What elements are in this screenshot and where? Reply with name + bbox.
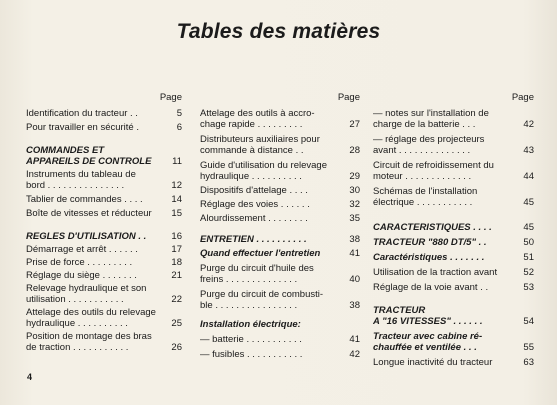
toc-entry-text: électrique . . . . . . . . . . .	[373, 197, 473, 208]
toc-entry-page: 40	[349, 274, 360, 285]
toc-entry	[373, 357, 534, 368]
toc-entry	[200, 334, 360, 345]
toc-entry-text: charge de la batterie . . .	[373, 119, 476, 130]
toc-entry-page: 54	[523, 316, 534, 327]
toc-entry-page: 14	[171, 194, 182, 205]
toc-entry-page: 16	[171, 231, 182, 242]
toc-entry-page: 12	[171, 180, 182, 191]
toc-entry-text: Tablier de commandes . . . .	[26, 194, 143, 205]
toc-entry-text: — réglage des projecteurs	[373, 134, 485, 145]
toc-entry-text: Guide d'utilisation du relevage	[200, 160, 327, 171]
toc-entry-page: 25	[171, 318, 182, 329]
toc-entry-page: 30	[349, 185, 360, 196]
toc-entry-text: Purge du circuit de combusti-	[200, 289, 324, 300]
toc-entry	[26, 244, 182, 255]
toc-entry	[26, 331, 182, 342]
toc-entry-page: 53	[523, 282, 534, 293]
toc-entry-page: 43	[523, 145, 534, 156]
toc-entry	[26, 257, 182, 268]
toc-entry-page: 27	[349, 119, 360, 130]
toc-column-2	[200, 92, 360, 360]
toc-entry-text: chauffée et ventilée . . .	[373, 342, 477, 353]
toc-entry-text: Réglage des voies . . . . . .	[200, 199, 310, 210]
toc-entry-text: Utilisation de la traction avant	[373, 267, 498, 278]
toc-entry-page: 26	[171, 342, 182, 353]
toc-entry-text: — batterie . . . . . . . . . . .	[200, 334, 302, 345]
toc-entry	[373, 119, 534, 130]
toc-entry-text: Quand effectuer l'entretien	[200, 248, 321, 259]
toc-entry-page: 29	[349, 171, 360, 182]
toc-entry-text: Réglage de la voie avant . .	[373, 282, 489, 293]
toc-entry	[200, 108, 360, 119]
toc-entry-text: A "16 VITESSES" . . . . . .	[373, 316, 483, 327]
toc-entry-text: TRACTEUR	[373, 305, 426, 316]
toc-entry-page: 45	[523, 222, 534, 233]
toc-entry-page: 17	[171, 244, 182, 255]
toc-entry-text: Démarrage et arrêt . . . . . .	[26, 244, 138, 255]
toc-entry	[373, 108, 534, 119]
toc-entry-text: — notes sur l'installation de	[373, 108, 489, 119]
toc-entry-text: de traction . . . . . . . . . . .	[26, 342, 129, 353]
toc-entry-page: 63	[523, 357, 534, 368]
toc-entry-text: Caractéristiques . . . . . . .	[373, 252, 485, 263]
toc-entry	[26, 108, 182, 119]
toc-entry-text: Pour travailler en sécurité .	[26, 122, 139, 133]
toc-entry-page: 44	[523, 171, 534, 182]
toc-entry-page: 45	[523, 197, 534, 208]
toc-entry	[200, 171, 360, 182]
toc-entry	[373, 160, 534, 171]
toc-entry-text: Prise de force . . . . . . . . .	[26, 257, 133, 268]
toc-entry	[26, 307, 182, 318]
toc-entry-text: avant . . . . . . . . . . . . . .	[373, 145, 471, 156]
toc-entry-page: 11	[172, 156, 182, 167]
toc-entry-text: utilisation . . . . . . . . . . .	[26, 294, 124, 305]
toc-entry	[373, 282, 534, 293]
toc-entry	[200, 119, 360, 130]
toc-entry-text: Identification du tracteur . .	[26, 108, 138, 119]
page-column-label: Page	[159, 92, 182, 103]
toc-entry	[26, 231, 182, 242]
toc-entry-page: 42	[523, 119, 534, 130]
toc-column-1	[26, 92, 182, 353]
toc-entry-text: Position de montage des bras	[26, 331, 152, 342]
toc-entry	[200, 145, 360, 156]
toc-entry-text: COMMANDES ET	[26, 145, 105, 156]
toc-entry	[200, 289, 360, 300]
toc-entry	[200, 319, 360, 330]
toc-entry-page: 35	[349, 213, 360, 224]
toc-entry-text: Distributeurs auxiliaires pour	[200, 134, 320, 145]
toc-entry-page: 21	[171, 270, 182, 281]
toc-entry	[200, 160, 360, 171]
toc-entry	[373, 222, 534, 233]
toc-entry-text: Circuit de refroidissement du	[373, 160, 494, 171]
toc-entry-text: APPAREILS DE CONTROLE	[26, 156, 152, 167]
toc-entry-text: Installation électrique:	[200, 319, 301, 330]
toc-entry	[373, 197, 534, 208]
toc-entry	[373, 331, 534, 342]
toc-entry-page: 22	[171, 294, 182, 305]
toc-entry-text: hydraulique . . . . . . . . . .	[200, 171, 302, 182]
toc-entry-page: 41	[349, 334, 360, 345]
page-column-label: Page	[511, 92, 534, 103]
toc-entry-text: commande à distance . .	[200, 145, 304, 156]
toc-entry	[200, 274, 360, 285]
toc-entry-page: 55	[523, 342, 534, 353]
toc-entry-text: CARACTERISTIQUES . . . .	[373, 222, 492, 233]
toc-entry-text: Purge du circuit d'huile des	[200, 263, 314, 274]
toc-entry	[373, 316, 534, 327]
toc-entry	[373, 186, 534, 197]
toc-entry-page: 28	[349, 145, 360, 156]
toc-entry-page: 42	[349, 349, 360, 360]
toc-entry-page: 52	[523, 267, 534, 278]
toc-entry-text: TRACTEUR "880 DT/5" . .	[373, 237, 487, 248]
toc-entry	[200, 349, 360, 360]
toc-entry-text: freins . . . . . . . . . . . . . .	[200, 274, 298, 285]
toc-entry-text: REGLES D'UTILISATION . .	[26, 231, 147, 242]
toc-entry	[373, 171, 534, 182]
toc-entry	[26, 169, 182, 180]
toc-entry	[373, 305, 534, 316]
toc-entry	[26, 342, 182, 353]
toc-entry-page: 51	[523, 252, 534, 263]
toc-entry	[200, 263, 360, 274]
toc-entry-text: Boîte de vitesses et réducteur	[26, 208, 152, 219]
toc-entry-page: 6	[176, 122, 182, 133]
toc-entry	[26, 145, 182, 156]
toc-entry-text: ENTRETIEN . . . . . . . . . .	[200, 234, 307, 245]
toc-entry	[200, 248, 360, 259]
toc-entry-page: 41	[349, 248, 360, 259]
toc-entry	[26, 318, 182, 329]
toc-entry	[26, 283, 182, 294]
toc-entry	[200, 300, 360, 311]
toc-entry-text: ble . . . . . . . . . . . . . . . .	[200, 300, 298, 311]
toc-entry	[373, 237, 534, 248]
toc-entry	[200, 234, 360, 245]
page-column-label: Page	[337, 92, 360, 103]
toc-entry-page: 38	[349, 234, 360, 245]
toc-entry-text: hydraulique . . . . . . . . . .	[26, 318, 128, 329]
toc-entry-text: chage rapide . . . . . . . . .	[200, 119, 303, 130]
toc-entry-text: Alourdissement . . . . . . . .	[200, 213, 308, 224]
toc-entry	[26, 208, 182, 219]
toc-entry-text: — fusibles . . . . . . . . . . .	[200, 349, 303, 360]
toc-entry	[200, 199, 360, 210]
toc-entry-page: 18	[171, 257, 182, 268]
toc-entry-text: Longue inactivité du tracteur	[373, 357, 493, 368]
toc-entry	[373, 267, 534, 278]
page-title: Tables des matières	[176, 20, 381, 43]
toc-entry-text: Réglage du siège . . . . . . .	[26, 270, 137, 281]
page-number: 4	[27, 372, 33, 382]
toc-entry	[373, 342, 534, 353]
toc-entry-text: bord . . . . . . . . . . . . . . .	[26, 180, 125, 191]
toc-entry	[26, 294, 182, 305]
toc-entry	[26, 156, 182, 167]
toc-entry-text: Relevage hydraulique et son	[26, 283, 147, 294]
toc-entry-page: 38	[349, 300, 360, 311]
toc-entry	[26, 194, 182, 205]
toc-entry	[373, 145, 534, 156]
toc-entry-text: Attelage des outils à accro-	[200, 108, 315, 119]
toc-entry-page: 32	[349, 199, 360, 210]
toc-entry	[200, 185, 360, 196]
toc-entry-page: 15	[171, 208, 182, 219]
toc-entry	[200, 134, 360, 145]
toc-entry	[26, 180, 182, 191]
toc-entry-page: 5	[176, 108, 182, 119]
toc-entry-text: Tracteur avec cabine ré-	[373, 331, 483, 342]
toc-entry	[373, 252, 534, 263]
toc-entry	[26, 122, 182, 133]
toc-entry	[200, 213, 360, 224]
toc-entry-text: Dispositifs d'attelage . . . .	[200, 185, 308, 196]
toc-entry-text: Instruments du tableau de	[26, 169, 136, 180]
toc-entry-text: moteur . . . . . . . . . . . . .	[373, 171, 472, 182]
toc-entry	[26, 270, 182, 281]
toc-entry-page: 50	[523, 237, 534, 248]
toc-entry-text: Schémas de l'installation	[373, 186, 478, 197]
toc-entry-text: Attelage des outils du relevage	[26, 307, 156, 318]
toc-entry	[373, 134, 534, 145]
toc-column-3	[373, 92, 534, 368]
